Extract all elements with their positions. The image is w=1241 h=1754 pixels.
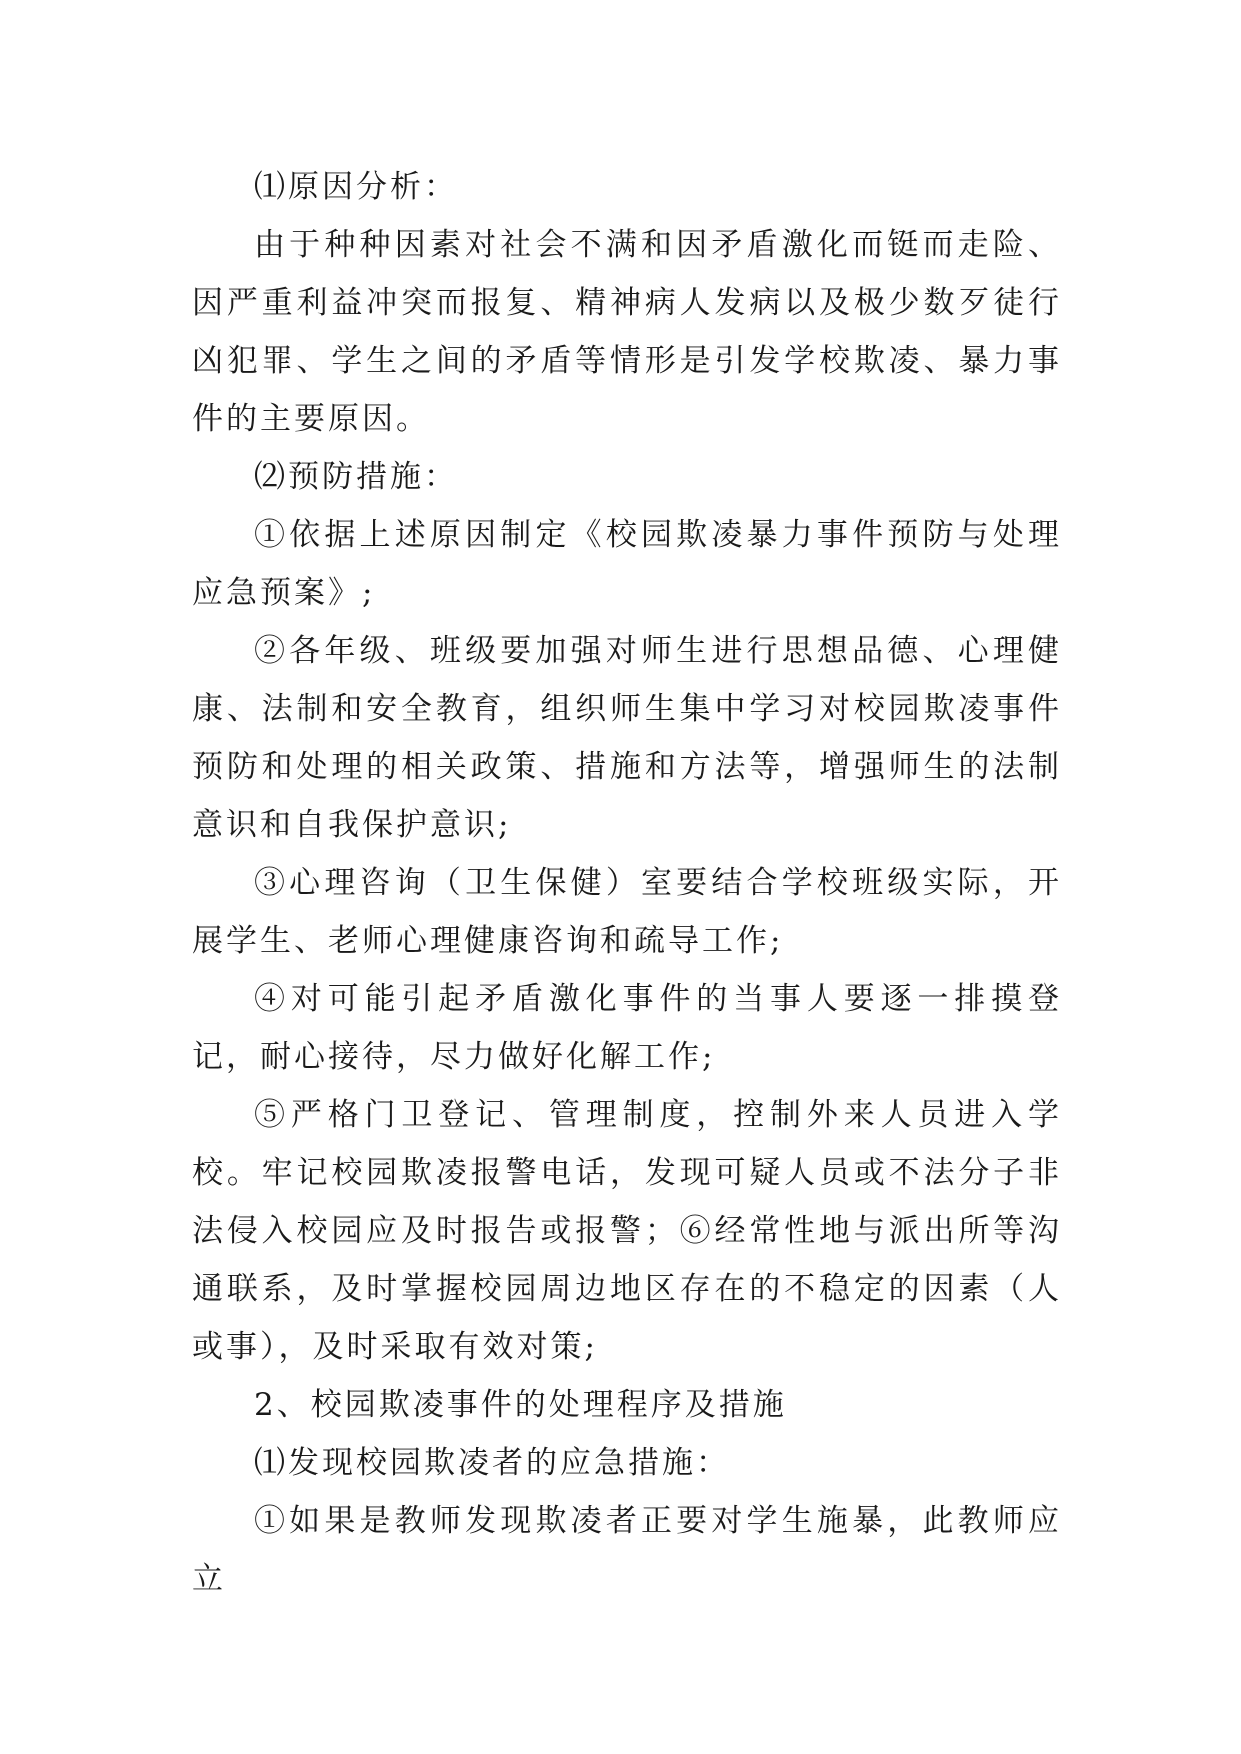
- paragraph-measure-3: ③心理咨询（卫生保健）室要结合学校班级实际，开展学生、老师心理健康咨询和疏导工作;: [192, 865, 1062, 959]
- paragraph-cause-heading: ⑴原因分析：: [254, 169, 458, 205]
- paragraph-measure-2: ②各年级、班级要加强对师生进行思想品德、心理健康、法制和安全教育，组织师生集中学习对校园欺凌事件预防和处理的相关政策、措施和方法等，增强师生的法制意识和自我保护意识;: [192, 633, 1062, 843]
- paragraph-emergency-heading: ⑴发现校园欺凌者的应急措施：: [254, 1445, 730, 1481]
- paragraph-emergency-1: ①如果是教师发现欺凌者正要对学生施暴，此教师应立: [192, 1503, 1062, 1597]
- paragraph-measure-5-6: ⑤严格门卫登记、管理制度，控制外来人员进入学校。牢记校园欺凌报警电话，发现可疑人员或不法分子非法侵入校园应及时报告或报警；⑥经常性地与派出所等沟通联系，及时掌握校园周边地区存在的不稳定的因素（人或事），及时采取有效对策;: [192, 1097, 1062, 1365]
- paragraph-cause-text: 由于种种因素对社会不满和因矛盾激化而铤而走险、因严重利益冲突而报复、精神病人发病以及极少数歹徒行凶犯罪、学生之间的矛盾等情形是引发学校欺凌、暴力事件的主要原因。: [192, 227, 1062, 437]
- document-body: [192, 158, 1062, 1608]
- section-heading-procedure: 2、校园欺凌事件的处理程序及措施: [254, 1387, 787, 1423]
- paragraph-measure-4: ④对可能引起矛盾激化事件的当事人要逐一排摸登记，耐心接待，尽力做好化解工作;: [192, 981, 1062, 1075]
- paragraph-measure-1: ①依据上述原因制定《校园欺凌暴力事件预防与处理应急预案》;: [192, 517, 1062, 611]
- paragraph-prevention-heading: ⑵预防措施：: [254, 459, 458, 495]
